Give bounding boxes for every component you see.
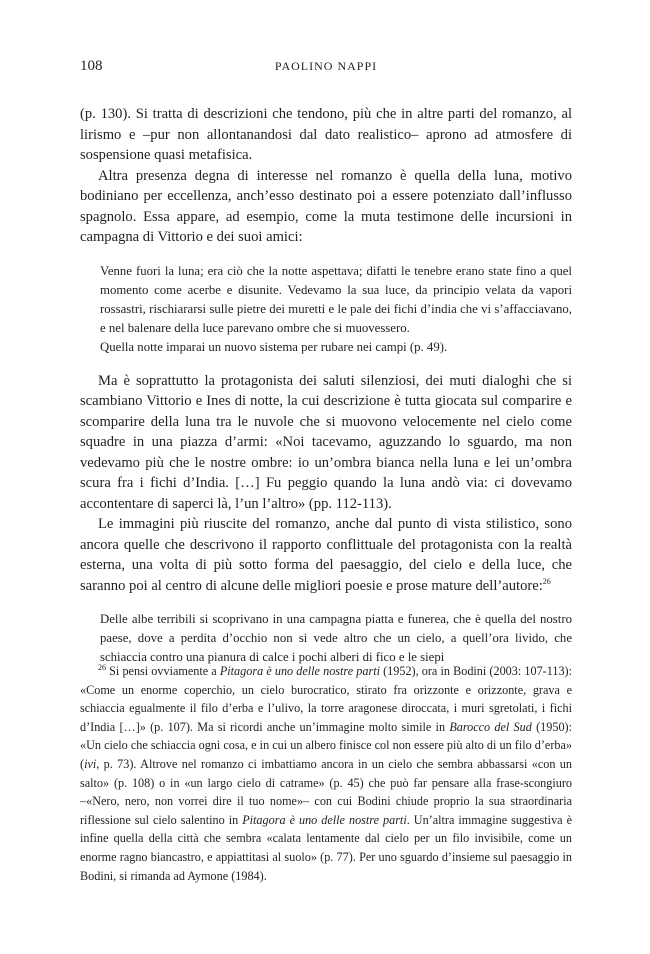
block-quote-1-last-line: Quella notte imparai un nuovo sistema per rubare nei campi (p. 49). xyxy=(100,339,448,354)
running-head: PAOLINO NAPPI xyxy=(274,59,378,73)
paragraph-1: (p. 130). Si tratta di descrizioni che tendono, più che in altre parti del romanzo, al lirismo e –pur non allontanandosi dal dato realistico– aprono ad atmosfere di sospensione quasi metafisica. xyxy=(80,106,572,163)
footnote-26 xyxy=(80,662,572,885)
footnote-title-pitagora-2: Pitagora è uno delle nostre parti xyxy=(242,812,407,827)
paragraph-4-text: Le immagini più riuscite del romanzo, anche dal punto di vista stilistico, sono ancora quelle che descrivono il rapporto conflittuale del protagonista con la realtà esterna, una volta di più sotto forma del paesaggio, del cielo e della luce, che saranno poi al centro di alcune delle migliori poesie e prose mature dell’autore: xyxy=(80,516,572,594)
page-header xyxy=(80,58,572,80)
footnote-title-barocco: Barocco del Sud xyxy=(449,719,532,734)
block-quote-2-text: Delle albe terribili si scoprivano in una campagna piatta e funerea, che è quella del nostro paese, dove a perdita d’occhio non si vede altro che un cielo, a quell’ora livido, che schiaccia contro una pianura di calce i pochi alberi di fico e le siepi xyxy=(100,612,572,664)
paragraph-3: Ma è soprattutto la protagonista dei saluti silenziosi, dei muti dialoghi che si scambiano Vittorio e Ines di notte, la cui descrizione è tutta giocata sul comparire e scomparire della luna tra le nuvole che si muovono velocemente nel cielo come squadre in una piazza d’armi: «Noi tacevamo, aguzzando lo sguardo, ma non vedevamo più che le nostre ombre: io un’ombra bianca nella luna e lei un’ombra scura fra i fichi d’India. […] Fu peggio quando la luna andò via: ci dovevamo accontentare di saperci là, l’un l’altro» (pp. 112-113). xyxy=(80,372,572,512)
paragraph-4 xyxy=(80,514,572,596)
footnote-segment: (1952), ora in Bodini (2003: 107-113): «Come un enorme coperchio, un cielo burocratico, stirato fra orizzonte e orizzonte, grava e schiaccia egualmente il filo d’erba e l’ulivo, la torre aragonese diroccata, i muri sgretolati, i fichi d’India […]» (p. 107). Ma si ricordi anche un’immagine molto simile in xyxy=(80,664,572,734)
block-quote-1 xyxy=(100,262,572,357)
footnote-segment: Si pensi ovviamente a xyxy=(106,664,220,678)
block-quote-1-text: Venne fuori la luna; era ciò che la notte aspettava; difatti le tenebre erano state fino a quel momento come acerbe e disunite. Vedevamo la sua luce, da principio velata da vapori rossastri, rischiararsi sulle pietre dei muretti e le pale dei fichi d’india che vi s’affacciavano, e nel balenare della luce parevano ombre che si muovessero. xyxy=(100,263,572,335)
footnote-segment: . Un’altra immagine suggestiva è infine quella della città che sembra «calata lentamente dal cielo per un filo invisibile, come un enorme ragno biancastro, e appiattitasi al suolo» (p. 77). Per uno sguardo d’insieme sul paesaggio in Bodini, si rimanda ad Aymone (1984). xyxy=(80,812,572,883)
paragraph-2: Altra presenza degna di interesse nel romanzo è quella della luna, motivo bodiniano per eccellenza, anch’esso destinato poi a essere potenziato dall’influsso spagnolo. Essa appare, ad esempio, come la muta testimone delle incursioni in campagna di Vittorio e dei suoi amici: xyxy=(80,167,572,245)
footnote-text xyxy=(80,662,572,885)
footnote-segment: , p. 73). Altrove nel romanzo ci imbattiamo ancora in un cielo che sembra abbassarsi «con un salto» (p. 108) o in «un largo cielo di catrame» (p. 45) che può far pensare alla frase-scongiuro –«Nero, nero, non vorrei dire il tuo nome»– con cui Bodini chiude proprio la sua straordinaria riflessione sul cielo salentino in xyxy=(80,756,572,827)
footnote-ref-26[interactable]: 26 xyxy=(542,576,551,586)
main-text xyxy=(80,104,572,681)
footnote-segment: (1950): «Un cielo che schiaccia ogni cosa, e in cui un albero finisce col non essere più alto di un filo d’erba» ( xyxy=(80,719,572,771)
page-number: 108 xyxy=(80,58,103,74)
footnote-title-pitagora: Pitagora è uno delle nostre parti xyxy=(219,664,380,678)
block-quote-2 xyxy=(100,610,572,667)
footnote-ivi: ivi xyxy=(84,756,97,771)
footnote-number: 26 xyxy=(98,662,106,672)
